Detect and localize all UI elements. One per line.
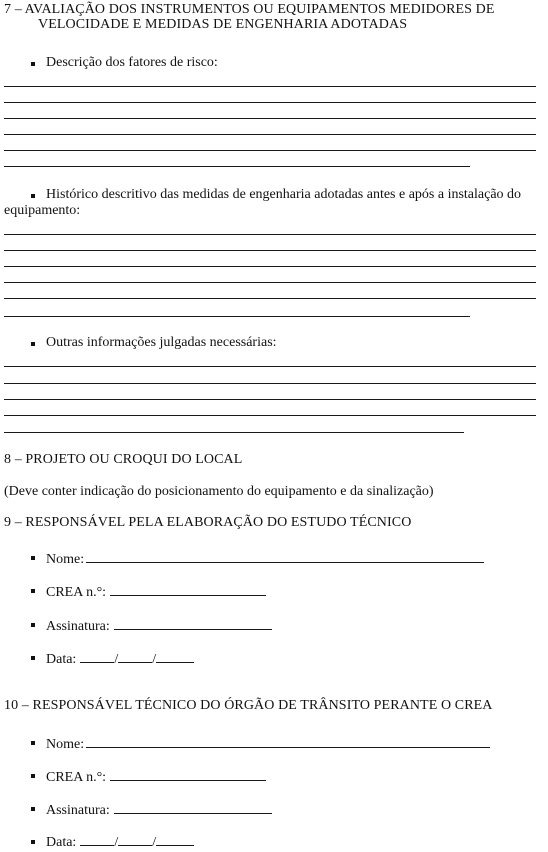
bullet-icon [31, 807, 35, 811]
s10-crea-row [46, 767, 266, 786]
signature-label: Assinatura: [46, 619, 110, 634]
s9-name-row [46, 549, 484, 568]
engineering-history-label-line2: equipamento: [4, 203, 81, 218]
date-month-field[interactable] [118, 832, 152, 846]
date-label: Data: [46, 652, 77, 667]
s10-name-row [46, 734, 490, 753]
section-10-title: 10 – RESPONSÁVEL TÉCNICO DO ÓRGÃO DE TRÂNSITO PERANTE O CREA [4, 698, 493, 713]
section-7-title-line1: 7 – AVALIAÇÃO DOS INSTRUMENTOS OU EQUIPAMENTOS MEDIDORES DE [4, 2, 495, 17]
section-7-title-line2: VELOCIDADE E MEDIDAS DE ENGENHARIA ADOTADAS [38, 17, 408, 32]
name-label: Nome: [46, 737, 85, 752]
writing-line [4, 266, 536, 267]
bullet-icon [31, 774, 35, 778]
writing-line [4, 250, 536, 251]
writing-line [4, 86, 536, 87]
signature-field[interactable] [114, 800, 272, 814]
name-field[interactable] [86, 734, 490, 748]
bullet-icon [31, 840, 35, 844]
writing-line [4, 134, 536, 135]
writing-line [4, 150, 536, 151]
bullet-icon [31, 556, 35, 560]
bullet-icon [31, 342, 35, 346]
crea-label: CREA n.°: [46, 770, 107, 785]
date-year-field[interactable] [156, 832, 194, 846]
writing-line [4, 166, 470, 167]
bullet-icon [31, 623, 35, 627]
signature-label: Assinatura: [46, 803, 110, 818]
other-info-label: Outras informações julgadas necessárias: [46, 335, 277, 350]
writing-line [4, 432, 464, 433]
writing-line [4, 118, 536, 119]
s10-signature-row [46, 800, 272, 819]
date-day-field[interactable] [80, 649, 114, 663]
crea-label: CREA n.°: [46, 585, 107, 600]
bullet-icon [31, 194, 35, 198]
writing-line [4, 366, 536, 367]
section-9-title: 9 – RESPONSÁVEL PELA ELABORAÇÃO DO ESTUDO TÉCNICO [4, 515, 412, 530]
date-month-field[interactable] [118, 649, 152, 663]
crea-field[interactable] [110, 582, 266, 596]
date-separator: / [152, 652, 157, 667]
section-8-note: (Deve conter indicação do posicionamento do equipamento e da sinalização) [4, 484, 434, 499]
writing-line [4, 316, 470, 317]
engineering-history-label-line1: Histórico descritivo das medidas de engenharia adotadas antes e após a instalação do [46, 187, 522, 202]
writing-line [4, 298, 536, 299]
writing-line [4, 383, 536, 384]
date-separator: / [114, 652, 119, 667]
crea-field[interactable] [110, 767, 266, 781]
s9-date-row [46, 649, 194, 668]
date-year-field[interactable] [156, 649, 194, 663]
name-field[interactable] [86, 549, 484, 563]
bullet-icon [31, 656, 35, 660]
writing-line [4, 234, 536, 235]
section-8-title: 8 – PROJETO OU CROQUI DO LOCAL [4, 452, 243, 467]
s9-signature-row [46, 616, 272, 635]
signature-field[interactable] [114, 616, 272, 630]
date-day-field[interactable] [80, 832, 114, 846]
writing-line [4, 399, 536, 400]
s10-date-row [46, 832, 194, 851]
risk-factors-label: Descrição dos fatores de risco: [46, 55, 218, 70]
date-separator: / [152, 835, 157, 850]
date-label: Data: [46, 835, 77, 850]
writing-line [4, 282, 536, 283]
name-label: Nome: [46, 552, 85, 567]
bullet-icon [31, 741, 35, 745]
writing-line [4, 415, 536, 416]
s9-crea-row [46, 582, 266, 601]
bullet-icon [31, 589, 35, 593]
date-separator: / [114, 835, 119, 850]
writing-line [4, 102, 536, 103]
bullet-icon [31, 62, 35, 66]
